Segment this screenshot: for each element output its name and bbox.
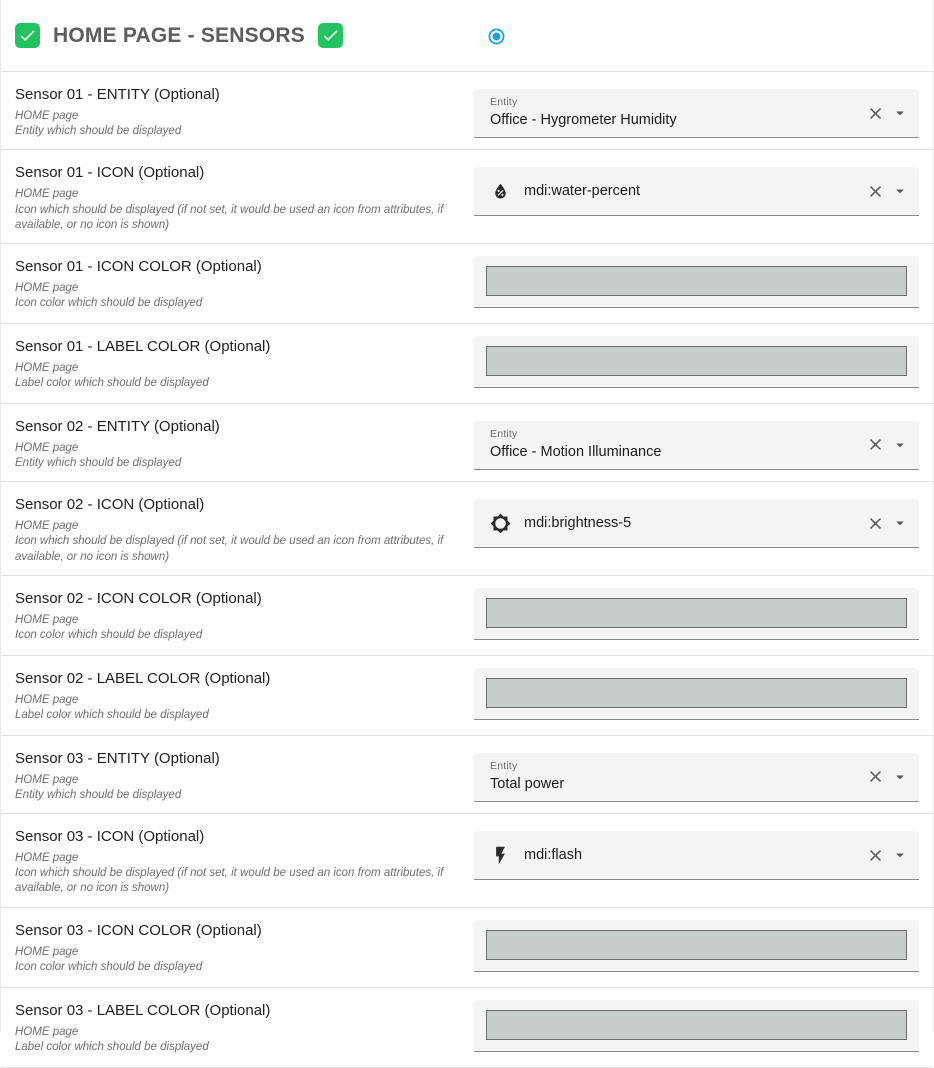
field-label: Entity [490, 759, 518, 772]
field-value: Office - Motion Illuminance [490, 443, 662, 460]
checked-checkbox-icon [15, 23, 40, 48]
chevron-down-icon[interactable] [891, 514, 909, 532]
row-info [15, 414, 474, 471]
row-control [474, 746, 919, 803]
color-input-field [474, 668, 919, 720]
row-title: Sensor 01 - LABEL COLOR (Optional) [15, 337, 271, 355]
row-subtitle: HOME page [15, 773, 79, 786]
row-description: Entity which should be displayed [15, 788, 182, 801]
row-info [15, 492, 474, 565]
chevron-down-icon[interactable] [891, 768, 909, 786]
settings-row [1, 736, 933, 814]
row-control [474, 492, 919, 565]
field-value: Total power [490, 775, 565, 792]
row-title: Sensor 01 - ICON COLOR (Optional) [15, 257, 262, 275]
row-info [15, 82, 474, 139]
field-value: mdi:flash [524, 847, 583, 864]
row-subtitle: HOME page [15, 1025, 79, 1038]
row-title: Sensor 03 - ICON COLOR (Optional) [15, 921, 262, 939]
icon-select-field[interactable] [474, 499, 919, 548]
row-info [15, 998, 474, 1057]
row-info [15, 586, 474, 645]
row-description: Label color which should be displayed [15, 1040, 209, 1053]
row-title: Sensor 02 - LABEL COLOR (Optional) [15, 669, 271, 687]
row-title: Sensor 02 - ENTITY (Optional) [15, 417, 220, 435]
entity-select-field[interactable] [474, 89, 919, 138]
page-title: HOME PAGE - SENSORS [53, 23, 305, 47]
settings-row [1, 150, 933, 244]
row-subtitle: HOME page [15, 945, 79, 958]
row-title: Sensor 03 - LABEL COLOR (Optional) [15, 1001, 271, 1019]
color-input-field [474, 1000, 919, 1052]
settings-row [1, 244, 933, 324]
row-subtitle: HOME page [15, 361, 79, 374]
row-description: Icon color which should be displayed [15, 628, 203, 641]
row-control [474, 824, 919, 897]
color-swatch[interactable] [486, 1010, 907, 1040]
row-subtitle: HOME page [15, 693, 79, 706]
chevron-down-icon[interactable] [891, 104, 909, 122]
row-description: Icon color which should be displayed [15, 960, 203, 973]
settings-row [1, 72, 933, 150]
color-swatch[interactable] [486, 266, 907, 296]
row-info [15, 918, 474, 977]
clear-icon[interactable] [866, 182, 885, 201]
row-control [474, 254, 919, 313]
row-info [15, 160, 474, 233]
settings-row [1, 482, 933, 576]
row-title: Sensor 01 - ICON (Optional) [15, 164, 205, 182]
row-description: Label color which should be displayed [15, 377, 209, 390]
color-input-field [474, 588, 919, 640]
row-info [15, 824, 474, 897]
clear-icon[interactable] [866, 104, 885, 123]
row-control [474, 334, 919, 393]
row-description: Icon which should be displayed (if not set, it would be used an icon from attributes, if available, or no icon is shown) [15, 203, 444, 231]
field-value: Office - Hygrometer Humidity [490, 112, 677, 128]
row-control [474, 414, 919, 471]
row-title: Sensor 02 - ICON (Optional) [15, 496, 205, 514]
settings-row [1, 656, 933, 736]
row-description: Label color which should be displayed [15, 708, 209, 721]
row-title: Sensor 01 - ENTITY (Optional) [15, 86, 220, 103]
chevron-down-icon[interactable] [891, 182, 909, 200]
row-subtitle: HOME page [15, 188, 79, 201]
clear-icon[interactable] [866, 846, 885, 865]
clear-icon[interactable] [866, 435, 885, 454]
color-swatch[interactable] [486, 598, 907, 628]
row-description: Icon which should be displayed (if not set, it would be used an icon from attributes, if available, or no icon is shown) [15, 535, 444, 563]
checked-checkbox-icon [318, 23, 343, 48]
row-subtitle: HOME page [15, 110, 79, 122]
brightness-5-icon [490, 513, 511, 534]
field-value: mdi:water-percent [524, 183, 641, 200]
color-input-field [474, 336, 919, 388]
field-label: Entity [490, 96, 518, 108]
row-description: Entity which should be displayed [15, 125, 182, 138]
row-info [15, 334, 474, 393]
row-info [15, 666, 474, 725]
clear-icon[interactable] [866, 514, 885, 533]
settings-row [1, 404, 933, 482]
settings-rows-list [1, 72, 933, 1068]
row-control [474, 160, 919, 233]
settings-row [1, 324, 933, 404]
row-info [15, 254, 474, 313]
color-swatch[interactable] [486, 930, 907, 960]
row-info [15, 746, 474, 803]
row-control [474, 586, 919, 645]
row-title: Sensor 03 - ICON (Optional) [15, 828, 205, 846]
chevron-down-icon[interactable] [891, 436, 909, 454]
color-input-field [474, 256, 919, 308]
row-description: Icon which should be displayed (if not set, it would be used an icon from attributes, if available, or no icon is shown) [15, 867, 444, 895]
radio-selected-icon[interactable] [488, 28, 505, 45]
field-label: Entity [490, 427, 518, 440]
clear-icon[interactable] [866, 767, 885, 786]
icon-select-field[interactable] [474, 831, 919, 880]
flash-icon [490, 845, 511, 866]
settings-row [1, 814, 933, 908]
row-control [474, 82, 919, 139]
page-header [1, 0, 933, 72]
field-value: mdi:brightness-5 [524, 515, 632, 532]
row-subtitle: HOME page [15, 441, 79, 454]
water-percent-icon [490, 181, 511, 202]
color-input-field [474, 920, 919, 972]
row-description: Entity which should be displayed [15, 457, 182, 470]
color-swatch[interactable] [486, 678, 907, 708]
row-title: Sensor 02 - ICON COLOR (Optional) [15, 589, 262, 607]
row-title: Sensor 03 - ENTITY (Optional) [15, 749, 220, 767]
color-swatch[interactable] [486, 346, 907, 376]
row-control [474, 918, 919, 977]
row-subtitle: HOME page [15, 852, 79, 865]
settings-row [1, 988, 933, 1068]
row-subtitle: HOME page [15, 281, 79, 294]
row-subtitle: HOME page [15, 613, 79, 626]
entity-select-field[interactable] [474, 753, 919, 802]
row-control [474, 666, 919, 725]
row-control [474, 998, 919, 1057]
entity-select-field[interactable] [474, 421, 919, 470]
icon-select-field[interactable] [474, 167, 919, 216]
chevron-down-icon[interactable] [891, 846, 909, 864]
row-description: Icon color which should be displayed [15, 297, 203, 310]
row-subtitle: HOME page [15, 520, 79, 533]
settings-row [1, 908, 933, 988]
settings-row [1, 576, 933, 656]
